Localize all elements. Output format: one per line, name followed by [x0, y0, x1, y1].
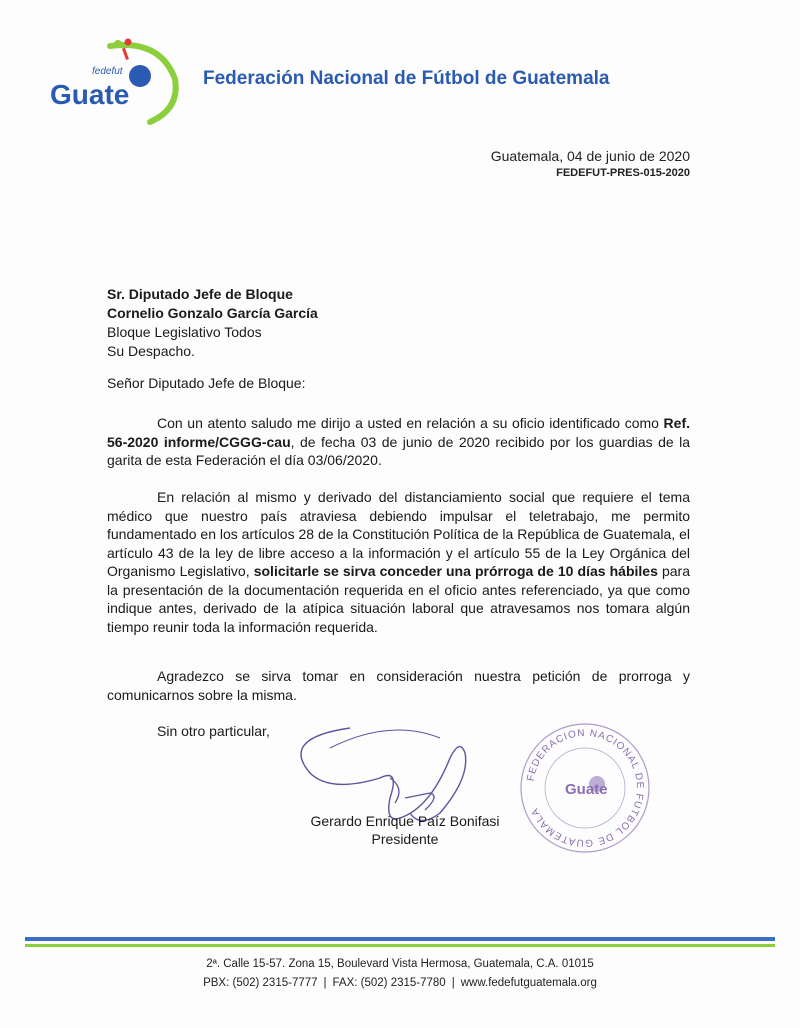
footer-separator-1: |	[323, 977, 327, 989]
logo-text: Guate	[50, 79, 130, 110]
footer-address: 2ª. Calle 15-57. Zona 15, Boulevard Vista Hermosa, Guatemala, C.A. 01015	[206, 958, 594, 970]
salutation: Señor Diputado Jefe de Bloque:	[107, 375, 306, 391]
paragraph-2	[107, 488, 690, 636]
date-block	[491, 146, 690, 180]
letter-reference: FEDEFUT-PRES-015-2020	[556, 167, 690, 179]
signer-block	[300, 812, 510, 848]
closing: Sin otro particular,	[157, 723, 270, 739]
organization-name: Federación Nacional de Fútbol de Guatemala	[203, 68, 610, 89]
paragraph-1	[107, 414, 690, 470]
paragraph-1-text-c: , de fecha 03 de junio de 2020 recibido por los guardias de la garita de esta Federación el día 03/06/2020.	[107, 433, 691, 468]
paragraph-3-text: Agradezco se sirva tomar en consideración nuestra petición de prorroga y comunicarnos sobre la misma.	[107, 668, 690, 703]
recipient-office: Su Despacho.	[107, 343, 195, 359]
signer-name: Gerardo Enrique Paíz Bonifasi	[310, 813, 500, 829]
recipient-organization: Bloque Legislativo Todos	[107, 324, 262, 340]
footer-fax: FAX: (502) 2315-7780	[332, 977, 446, 989]
stamp-ring-text: FEDERACION NACIONAL DE FUTBOL DE GUATEMALA	[525, 727, 646, 849]
recipient-block	[107, 285, 318, 361]
footer-rule-blue	[25, 937, 775, 941]
recipient-name: Cornelio Gonzalo García García	[107, 305, 318, 321]
paragraph-1-reference: Ref. 56-2020 informe/CGGG-cau	[107, 415, 690, 450]
letter-date: Guatemala, 04 de junio de 2020	[490, 148, 690, 164]
signer-title: Presidente	[371, 831, 439, 847]
paragraph-2-text-c: para la presentación de la documentación requerida en el oficio antes referenciado, ya que como indique antes, derivado de la atípica situación laboral que atravesamos nos tomara algún tiempo reunir toda la información requerida.	[107, 563, 690, 635]
footer-separator-2: |	[451, 977, 455, 989]
logo-small-text: fedefut	[92, 66, 123, 77]
paragraph-3	[107, 667, 690, 704]
footer-contact	[0, 974, 800, 993]
paragraph-2-text-a: En relación al mismo y derivado del distanciamiento social que requiere el tema médico que nuestro país atraviesa debiendo impulsar el teletrabajo, me permito fundamentado en los artículos 28 de la Constitución Política de la República de Guatemala, el artículo 43 de la ley de libre acceso a la información y el artículo 55 de la Ley Orgánica del Organismo Legislativo,	[107, 489, 690, 579]
official-stamp	[515, 718, 655, 858]
paragraph-1-text-a: Con un atento saludo me dirijo a usted en relación a su oficio identificado como	[157, 415, 664, 431]
footer-pbx: PBX: (502) 2315-7777	[203, 977, 318, 989]
paragraph-2-request: solicitarle se sirva conceder una prórroga de 10 días hábiles	[253, 563, 658, 579]
footer	[0, 955, 800, 993]
footer-website: www.fedefutguatemala.org	[460, 977, 597, 989]
fedefut-guate-logo	[40, 34, 190, 134]
stamp-center-text: Guate	[565, 781, 608, 798]
footer-rule-green	[25, 944, 775, 947]
recipient-title: Sr. Diputado Jefe de Bloque	[107, 286, 293, 302]
